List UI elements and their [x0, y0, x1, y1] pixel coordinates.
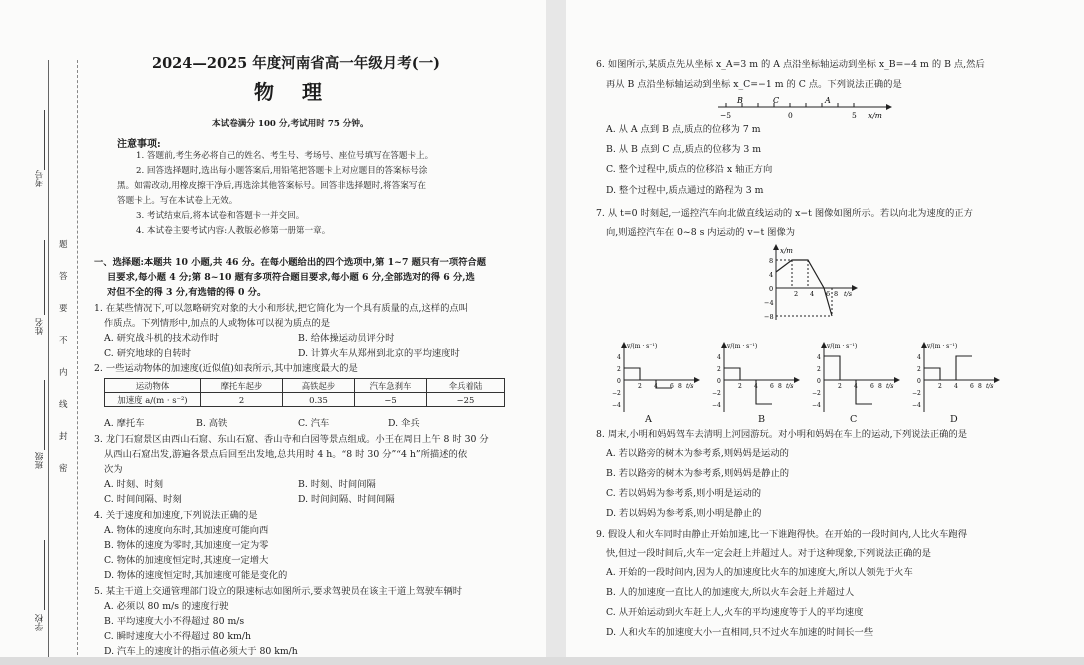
- q6-option-b: B. 从 B 点到 C 点,质点的位移为 3 m: [606, 144, 762, 155]
- graph-y-tick: 0: [917, 378, 921, 385]
- q9-option-c: C. 从开始运动到火车赶上人,火车的平均速度等于人的平均速度: [606, 607, 864, 618]
- notice-line: 4. 本试卷主要考试内容:人教版必修第一册第一章。: [136, 226, 331, 236]
- subject-title: 物 理: [254, 80, 326, 104]
- graph-y-tick: 8: [769, 257, 774, 265]
- table-row: [105, 393, 505, 407]
- graph-option-label-d: D: [950, 414, 958, 425]
- x-t-graph: [756, 244, 866, 324]
- q3-stem: 从西山石窟出发,游遍各景点后回至出发地,总共用时 4 h。“8 时 30 分”“4 h”所描述的依: [104, 449, 468, 460]
- graph-y-tick: −2: [912, 390, 921, 397]
- q4-stem: 4. 关于速度和加速度,下列说法正确的是: [94, 510, 258, 521]
- graph-x-tick: 2: [794, 290, 799, 298]
- graph-option-label-a: A: [645, 414, 652, 425]
- q9-option-d: D. 人和火车的加速度大小一直相同,只不过火车加速的时间长一些: [606, 627, 874, 638]
- q3-stem: 3. 龙门石窟景区由西山石窟、东山石窟、香山寺和白园等景点组成。小王在周日上午 8 时 30 分: [94, 434, 489, 445]
- graph-y-tick: 0: [617, 378, 621, 385]
- axis-point-label: C: [773, 96, 780, 105]
- v-t-option-graph-a: [606, 340, 706, 414]
- notice-line: 答题卡上。写在本试卷上无效。: [117, 196, 238, 206]
- notice-line: 3. 考试结束后,将本试卷和答题卡一并交回。: [136, 211, 305, 221]
- section-instructions: 目要求,每小题 4 分;第 8~10 题有多项符合题目要求,每小题 6 分,全部选对的得 6 分,选: [107, 272, 475, 283]
- graph-y-tick: 2: [717, 366, 721, 373]
- q6-stem: 6. 如图所示,某质点先从坐标 x_A=3 m 的 A 点沿坐标轴运动到坐标 x_B=−4 m 的 B 点,然后: [596, 59, 985, 70]
- q1-stem: 1. 在某些情况下,可以忽略研究对象的大小和形状,把它简化为一个具有质量的点,这样的点叫: [94, 303, 468, 314]
- graph-y-tick: −4: [712, 402, 721, 409]
- q1-option-c: C. 研究地球的自转时: [104, 348, 192, 359]
- graph-y-tick: 4: [617, 354, 621, 361]
- graph-y-tick: 4: [769, 271, 774, 279]
- graph-y-tick: −2: [612, 390, 621, 397]
- graph-y-tick: −4: [812, 402, 821, 409]
- graph-y-tick: 0: [817, 378, 821, 385]
- q8-option-d: D. 若以妈妈为参考系,则小明是静止的: [606, 508, 762, 519]
- q8-option-b: B. 若以路旁的树木为参考系,则妈妈是静止的: [606, 468, 790, 479]
- graph-x-tick: 2: [838, 383, 842, 390]
- q1-option-a: A. 研究战斗机的技术动作时: [104, 333, 219, 344]
- graph-x-tick: 6: [970, 383, 974, 390]
- q9-stem: 9. 假设人和火车同时由静止开始加速,比一下谁跑得快。在开始的一段时间内,人比火车跑得: [596, 529, 968, 540]
- graph-x-tick: 6: [770, 383, 774, 390]
- graph-x-label: t/s: [844, 290, 853, 298]
- graph-x-tick: 4: [954, 383, 958, 390]
- graph-x-tick: 8: [778, 383, 782, 390]
- table-cell: 2: [201, 393, 283, 407]
- q4-option-b: B. 物体的速度为零时,其加速度一定为零: [104, 540, 269, 551]
- q6-option-d: D. 整个过程中,质点通过的路程为 3 m: [606, 185, 764, 196]
- margin-char: 要: [59, 304, 68, 314]
- margin-label-name: 姓名: [35, 318, 45, 335]
- table-header-cell: 高铁起步: [283, 379, 355, 393]
- notice-line: 2. 回答选择题时,选出每小题答案后,用铅笔把答题卡上对应题目的答案标号涂: [136, 166, 428, 176]
- q6-stem: 再从 B 点沿坐标轴运动到坐标 x_C=−1 m 的 C 点。下列说法正确的是: [606, 79, 902, 90]
- q1-option-b: B. 给体操运动员评分时: [298, 333, 395, 344]
- margin-char: 题: [59, 240, 68, 250]
- graph-option-label-b: B: [758, 414, 766, 425]
- axis-tick-label: 0: [788, 111, 793, 120]
- margin-underline-school: [44, 540, 45, 610]
- q6-option-a: A. 从 A 点到 B 点,质点的位移为 7 m: [606, 124, 761, 135]
- v-t-option-graph-c: [806, 340, 906, 414]
- graph-x-tick: 6: [826, 290, 831, 298]
- section-instructions: 对但不全的得 3 分,有选错的得 0 分。: [107, 287, 267, 298]
- graph-y-tick: 4: [817, 354, 821, 361]
- graph-x-tick: 2: [738, 383, 742, 390]
- graph-y-label: v/(m · s⁻¹): [727, 343, 758, 350]
- q1-stem: 作质点。下列情形中,加点的人或物体可以视为质点的是: [104, 318, 331, 329]
- q2-option-b: B. 高铁: [196, 418, 228, 429]
- graph-x-tick: 6: [670, 383, 674, 390]
- axis-point-label: B: [737, 96, 743, 105]
- viewer-bottom-bar: [0, 657, 1084, 665]
- q2-option-a: A. 摩托车: [104, 418, 145, 429]
- number-line-diagram: [716, 94, 896, 122]
- graph-y-tick: −2: [712, 390, 721, 397]
- graph-x-label: t/s: [886, 383, 894, 390]
- q2-option-c: C. 汽车: [298, 418, 330, 429]
- table-cell: 加速度 a/(m · s⁻²): [105, 393, 201, 407]
- margin-char: 密: [59, 464, 68, 474]
- axis-unit-label: x/m: [868, 111, 882, 120]
- q4-option-d: D. 物体的速度恒定时,其加速度可能是变化的: [104, 570, 288, 581]
- graph-y-tick: 0: [717, 378, 721, 385]
- graph-y-label: x/m: [780, 247, 793, 255]
- table-row: [105, 379, 505, 393]
- margin-underline-exam-number: [44, 110, 45, 170]
- acceleration-table: [104, 378, 505, 407]
- graph-option-label-c: C: [850, 414, 858, 425]
- graph-x-tick: 4: [654, 383, 658, 390]
- exam-title: 2024—2025 年度河南省高一年级月考(一): [152, 55, 440, 72]
- q6-option-c: C. 整个过程中,质点的位移沿 x 轴正方向: [606, 164, 773, 175]
- v-t-option-graph-b: [706, 340, 806, 414]
- table-cell: −5: [355, 393, 427, 407]
- graph-y-tick: −2: [812, 390, 821, 397]
- graph-y-label: v/(m · s⁻¹): [927, 343, 958, 350]
- q5-option-d: D. 汽车上的速度计的指示值必须大于 80 km/h: [104, 646, 298, 657]
- table-cell: 0.35: [283, 393, 355, 407]
- q5-option-a: A. 必须以 80 m/s 的速度行驶: [104, 601, 229, 612]
- q4-option-c: C. 物体的加速度恒定时,其速度一定增大: [104, 555, 269, 566]
- margin-label-class: 班级: [35, 452, 45, 469]
- graph-y-tick: −4: [612, 402, 621, 409]
- margin-underline-name: [44, 240, 45, 315]
- q7-stem: 7. 从 t=0 时刻起,一遥控汽车向北做直线运动的 x−t 图像如图所示。若以向北为速度的正方: [596, 208, 973, 219]
- table-header-cell: 运动物体: [105, 379, 201, 393]
- margin-char: 内: [59, 368, 68, 378]
- axis-tick-label: 5: [852, 111, 857, 120]
- graph-y-tick: 0: [769, 285, 774, 293]
- graph-x-tick: 4: [854, 383, 858, 390]
- graph-y-tick: 4: [917, 354, 921, 361]
- q5-option-c: C. 瞬时速度大小不得超过 80 km/h: [104, 631, 251, 642]
- q8-option-c: C. 若以妈妈为参考系,则小明是运动的: [606, 488, 762, 499]
- margin-char: 封: [59, 432, 68, 442]
- graph-x-tick: 8: [978, 383, 982, 390]
- binding-line-dashed: [77, 60, 78, 660]
- q3-option-a: A. 时刻、时刻: [104, 479, 164, 490]
- exam-page-right: [566, 0, 1084, 665]
- graph-x-tick: 8: [878, 383, 882, 390]
- graph-x-label: t/s: [986, 383, 994, 390]
- graph-y-label: v/(m · s⁻¹): [627, 343, 658, 350]
- q3-stem: 次为: [104, 464, 123, 475]
- graph-y-tick: 4: [717, 354, 721, 361]
- q1-option-d: D. 计算火车从郑州到北京的平均速度时: [298, 348, 460, 359]
- q9-option-b: B. 人的加速度一直比人的加速度大,所以火车会赶上并超过人: [606, 587, 855, 598]
- margin-char: 不: [59, 336, 68, 346]
- q9-stem: 快,但过一段时间后,火车一定会赶上并超过人。对于这种现象,下列说法正确的是: [606, 548, 931, 559]
- graph-y-label: v/(m · s⁻¹): [827, 343, 858, 350]
- q9-option-a: A. 开始的一段时间内,因为人的加速度比火车的加速度大,所以人领先于火车: [606, 567, 913, 578]
- table-header-cell: 摩托车起步: [201, 379, 283, 393]
- q2-option-d: D. 伞兵: [388, 418, 420, 429]
- table-cell: −25: [427, 393, 505, 407]
- graph-y-tick: 2: [617, 366, 621, 373]
- margin-char: 线: [59, 400, 68, 410]
- q5-option-b: B. 平均速度大小不得超过 80 m/s: [104, 616, 245, 627]
- q3-option-b: B. 时刻、时间间隔: [298, 479, 376, 490]
- graph-x-tick: 2: [638, 383, 642, 390]
- q3-option-c: C. 时间间隔、时刻: [104, 494, 182, 505]
- graph-y-tick: 2: [817, 366, 821, 373]
- graph-x-tick: 8: [678, 383, 682, 390]
- score-note: 本试卷满分 100 分,考试用时 75 分钟。: [212, 119, 369, 129]
- section-instructions: 一、选择题:本题共 10 小题,共 46 分。在每小题给出的四个选项中,第 1~7 题只有一项符合题: [94, 257, 487, 268]
- q8-option-a: A. 若以路旁的树木为参考系,则妈妈是运动的: [606, 448, 789, 459]
- q2-stem: 2. 一些运动物体的加速度(近似值)如表所示,其中加速度最大的是: [94, 363, 358, 374]
- q8-stem: 8. 周末,小明和妈妈驾车去清明上河园游玩。对小明和妈妈在车上的运动,下列说法正确的是: [596, 429, 968, 440]
- v-t-option-graph-d: [906, 340, 1006, 414]
- q5-stem: 5. 某主干道上交通管理部门设立的限速标志如图所示,要求驾驶员在该主干道上驾驶车辆时: [94, 586, 463, 597]
- graph-x-label: t/s: [686, 383, 694, 390]
- axis-tick-label: −5: [720, 111, 732, 120]
- graph-x-tick: 6: [870, 383, 874, 390]
- notice-heading: 注意事项:: [117, 139, 161, 150]
- margin-label-exam-number: 考号: [35, 170, 45, 187]
- graph-y-tick: −8: [764, 313, 774, 321]
- graph-x-label: t/s: [786, 383, 794, 390]
- q3-option-d: D. 时间间隔、时间间隔: [298, 494, 395, 505]
- q7-stem: 向,则遥控汽车在 0~8 s 内运动的 v−t 图像为: [606, 227, 796, 238]
- notice-line: 1. 答题前,考生务必将自己的姓名、考生号、考场号、座位号填写在答题卡上。: [136, 151, 434, 161]
- graph-y-tick: −4: [912, 402, 921, 409]
- axis-point-label: A: [825, 96, 831, 105]
- table-header-cell: 汽车急刹车: [355, 379, 427, 393]
- margin-underline-class: [44, 380, 45, 450]
- notice-line: 黑。如需改动,用橡皮擦干净后,再选涂其他答案标号。回答非选择题时,将答案写在: [117, 181, 426, 191]
- q4-option-a: A. 物体的速度向东时,其加速度可能向西: [104, 525, 269, 536]
- graph-x-tick: 2: [938, 383, 942, 390]
- binding-line-solid: [48, 60, 49, 660]
- graph-y-tick: −4: [764, 299, 774, 307]
- margin-label-school: 学校: [35, 614, 45, 631]
- graph-x-tick: 8: [834, 290, 839, 298]
- graph-x-tick: 4: [754, 383, 758, 390]
- graph-x-tick: 4: [810, 290, 815, 298]
- graph-y-tick: 2: [917, 366, 921, 373]
- table-header-cell: 伞兵着陆: [427, 379, 505, 393]
- margin-char: 答: [59, 272, 68, 282]
